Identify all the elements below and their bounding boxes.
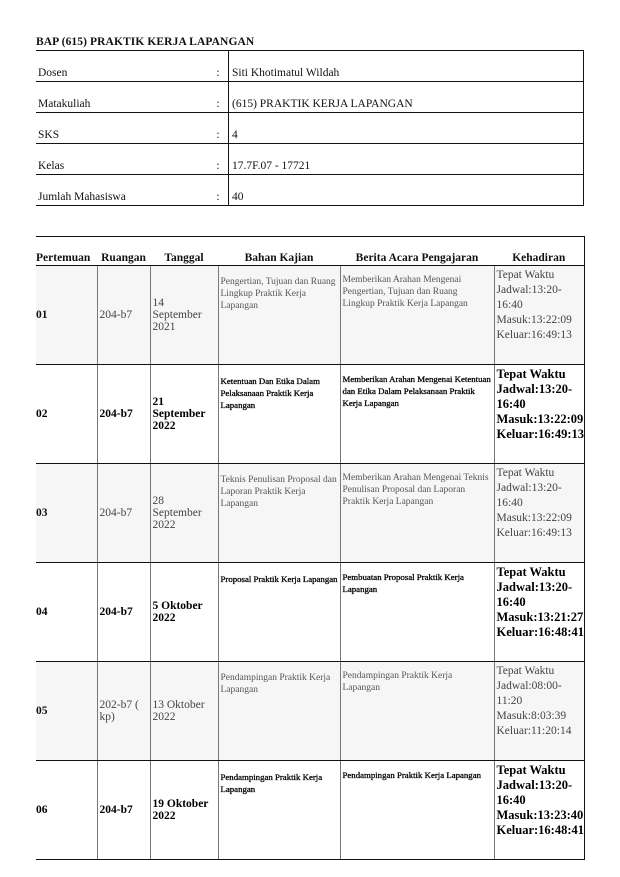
attendance-check-out: Keluar:16:49:13 (496, 329, 572, 341)
attendance-check-in: Masuk:13:23:40 (496, 808, 584, 822)
attendance-schedule: Jadwal:13:20-16:40 (496, 482, 562, 509)
attendance-check-in: Masuk:13:21:27 (496, 610, 584, 624)
session-number: 02 (36, 365, 97, 464)
session-material: Teknis Penulisan Proposal dan Laporan Praktik Kerja Lapangan (218, 464, 340, 563)
session-date: 5 Oktober 2022 (150, 563, 218, 662)
session-attendance (494, 266, 584, 365)
header-berita-acara: Berita Acara Pengajaran (340, 237, 494, 266)
session-date: 14 September 2021 (150, 266, 218, 365)
course-info-table (36, 50, 584, 206)
info-colon: : (208, 144, 229, 175)
session-number: 01 (36, 266, 97, 365)
session-number: 04 (36, 563, 97, 662)
session-room: 202-b7 ( kp) (97, 662, 150, 761)
session-material: Pendampingan Praktik Kerja Lapangan (218, 761, 340, 860)
attendance-check-in: Masuk:13:22:09 (496, 512, 572, 524)
session-room: 204-b7 (97, 761, 150, 860)
attendance-check-in: Masuk:13:22:09 (496, 314, 572, 326)
attendance-check-out: Keluar:16:49:13 (496, 427, 584, 441)
info-label: SKS (36, 113, 208, 144)
attendance-check-out: Keluar:11:20:14 (496, 725, 572, 737)
session-room: 204-b7 (97, 365, 150, 464)
session-attendance (494, 662, 584, 761)
info-value: 40 (229, 175, 584, 206)
session-material: Ketentuan Dan Etika Dalam Pelaksanaan Praktik Kerja Lapangan (218, 365, 340, 464)
session-date: 19 Oktober 2022 (150, 761, 218, 860)
info-row-kelas (36, 144, 584, 175)
attendance-table (36, 236, 585, 860)
info-value: (615) PRAKTIK KERJA LAPANGAN (229, 82, 584, 113)
session-attendance (494, 563, 584, 662)
session-material: Proposal Praktik Kerja Lapangan (218, 563, 340, 662)
attendance-check-in: Masuk:13:22:09 (496, 412, 584, 426)
session-attendance (494, 761, 584, 860)
attendance-schedule: Jadwal:13:20-16:40 (496, 778, 573, 807)
info-label: Dosen (36, 51, 208, 82)
session-report: Pendampingan Praktik Kerja Lapangan (340, 662, 494, 761)
info-value: 17.7F.07 - 17721 (229, 144, 584, 175)
info-value: 4 (229, 113, 584, 144)
info-row-matakuliah (36, 82, 584, 113)
session-report: Pembuatan Proposal Praktik Kerja Lapangan (340, 563, 494, 662)
info-colon: : (208, 82, 229, 113)
session-report: Memberikan Arahan Mengenai Ketentuan dan Etika Dalam Pelaksanaan Praktik Kerja Lapangan (340, 365, 494, 464)
table-row (36, 761, 584, 860)
session-date: 13 Oktober 2022 (150, 662, 218, 761)
attendance-check-out: Keluar:16:48:41 (496, 625, 584, 639)
info-colon: : (208, 175, 229, 206)
info-row-dosen (36, 51, 584, 82)
session-report: Memberikan Arahan Mengenai Teknis Penulisan Proposal dan Laporan Praktik Kerja Lapangan (340, 464, 494, 563)
attendance-check-in: Masuk:8:03:39 (496, 710, 567, 722)
attendance-check-out: Keluar:16:49:13 (496, 527, 572, 539)
table-row (36, 365, 584, 464)
attendance-check-out: Keluar:16:48:41 (496, 823, 584, 837)
attendance-schedule: Jadwal:13:20-16:40 (496, 382, 573, 411)
table-header-row (36, 237, 584, 266)
session-report: Memberikan Arahan Mengenai Pengertian, Tujuan dan Ruang Lingkup Praktik Kerja Lapangan (340, 266, 494, 365)
header-bahan-kajian: Bahan Kajian (218, 237, 340, 266)
attendance-schedule: Jadwal:08:00-11:20 (496, 680, 562, 707)
attendance-schedule: Jadwal:13:20-16:40 (496, 284, 562, 311)
session-number: 03 (36, 464, 97, 563)
info-label: Matakuliah (36, 82, 208, 113)
session-date: 21 September 2022 (150, 365, 218, 464)
session-material: Pengertian, Tujuan dan Ruang Lingkup Praktik Kerja Lapangan (218, 266, 340, 365)
attendance-schedule: Jadwal:13:20-16:40 (496, 580, 573, 609)
info-row-sks (36, 113, 584, 144)
attendance-status: Tepat Waktu (496, 565, 566, 579)
info-label: Jumlah Mahasiswa (36, 175, 208, 206)
attendance-status: Tepat Waktu (496, 269, 555, 281)
info-colon: : (208, 113, 229, 144)
session-date: 28 September 2022 (150, 464, 218, 563)
session-room: 204-b7 (97, 464, 150, 563)
info-row-jumlah-mahasiswa (36, 175, 584, 206)
attendance-status: Tepat Waktu (496, 367, 566, 381)
table-row (36, 662, 584, 761)
info-value: Siti Khotimatul Wildah (229, 51, 584, 82)
session-number: 05 (36, 662, 97, 761)
session-report: Pendampingan Praktik Kerja Lapangan (340, 761, 494, 860)
table-row (36, 266, 584, 365)
info-label: Kelas (36, 144, 208, 175)
header-pertemuan: Pertemuan (36, 237, 97, 266)
header-kehadiran: Kehadiran (494, 237, 584, 266)
table-row (36, 464, 584, 563)
session-room: 204-b7 (97, 563, 150, 662)
session-number: 06 (36, 761, 97, 860)
info-colon: : (208, 51, 229, 82)
attendance-status: Tepat Waktu (496, 665, 555, 677)
table-row (36, 563, 584, 662)
session-material: Pendampingan Praktik Kerja Lapangan (218, 662, 340, 761)
attendance-status: Tepat Waktu (496, 763, 566, 777)
session-attendance (494, 365, 584, 464)
document-title: BAP (615) PRAKTIK KERJA LAPANGAN (36, 36, 255, 48)
session-attendance (494, 464, 584, 563)
header-ruangan: Ruangan (97, 237, 150, 266)
session-room: 204-b7 (97, 266, 150, 365)
attendance-status: Tepat Waktu (496, 467, 555, 479)
header-tanggal: Tanggal (150, 237, 218, 266)
